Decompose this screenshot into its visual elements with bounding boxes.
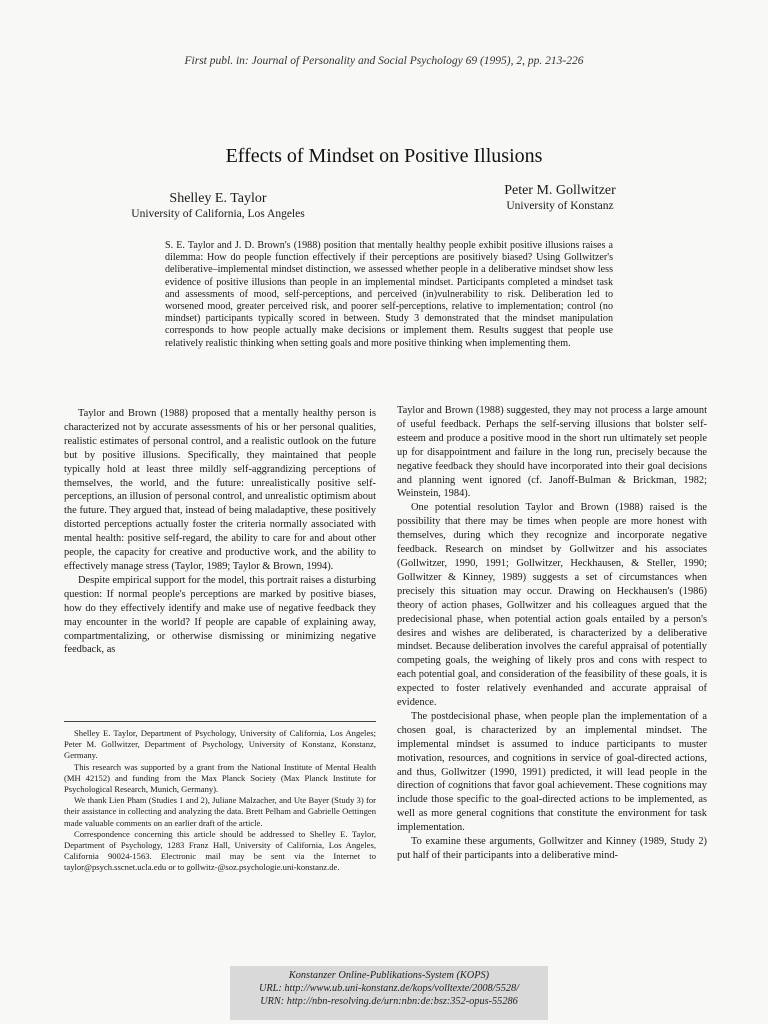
footnote: This research was supported by a grant from the National Institute of Mental Health (MH 42152) and funding from the Max Planck Society (Max Planck Institute for Psychological Research, Munich, Germany). [64, 761, 376, 795]
footnote-divider [64, 721, 376, 722]
body-column-right [397, 404, 707, 863]
body-paragraph: Taylor and Brown (1988) proposed that a mentally healthy person is characterized not by accurate assessments of his or her personal qualities, realistic estimates of personal control, and a realistic outlook on the future but by positive illusions. Specifically, they maintained that people typically hold at least three mildly self-aggrandizing perceptions of themselves, the world, and the future: unrealistically positive self-perceptions, an illusion of personal control, and unrealistic optimism about the future. They argued that, instead of being maladaptive, these positively distorted perceptions actually foster the criteria normally associated with mental health: positive self-regard, the ability to care for and about other people, the capacity for creative and productive work, and the ability to effectively manage stress (Taylor, 1989; Taylor & Brown, 1994). [64, 408, 376, 572]
abstract: S. E. Taylor and J. D. Brown's (1988) position that mentally healthy people exhibit positive illusions raises a dilemma: How do people function effectively if their perceptions are positively biased? Using Gollwitzer's deliberative–implemental mindset distinction, we assessed whether people in a deliberative mindset show less evidence of positive illusions than people in an implemental mindset. Participants completed a mindset task and assessments of mood, self-perceptions, and perceived (in)vulnerability to risk. Deliberation led to worsened mood, greater perceived risk, and poorer self-perceptions, relative to implementation; control (no mindset) participants typically scored in between. Study 3 demonstrated that the mindset manipulation corresponds to how people actually make decisions or implement them. Results suggest that people use relatively realistic thinking when setting goals and more positive thinking when implementing them. [165, 240, 613, 349]
footnote: Correspondence concerning this article should be addressed to Shelley E. Taylor, Department of Psychology, 1283 Franz Hall, University of California, Los Angeles, California 90024-1563. Electronic mail may be sent via the Internet to taylor@psych.sscnet.ucla.edu or to gollwitz-@soz.psychologie.uni-konstanz.de. [64, 828, 376, 873]
author-block-1 [118, 191, 318, 221]
publication-note: First publ. in: Journal of Personality and Social Psychology 69 (1995), 2, pp. 213-226 [184, 55, 584, 67]
author-name: Peter M. Gollwitzer [504, 183, 616, 198]
repository-name: Konstanzer Online-Publikations-System (KOPS) [288, 970, 490, 981]
repository-info-box [230, 966, 548, 1020]
article-title: Effects of Mindset on Positive Illusions [225, 145, 543, 167]
body-paragraph: One potential resolution Taylor and Brown (1988) raised is the possibility that there may be times when people are more honest with themselves, during which they recognize and incorporate negative feedback. Research on mindset by Gollwitzer and his associates (Gollwitzer, 1990, 1991; Gollwitzer, Heckhausen, & Steller, 1990; Gollwitzer & Kinney, 1989) suggests a set of circumstances when precisely this situation may occur. Drawing on Heckhausen's (1986) theory of action phases, Gollwitzer and his colleagues argued that the predecisional phase, when potential action goals entailed by a person's desires and wishes are deliberated, is characterized by a deliberative mindset. Because deliberation involves the careful appraisal of potentially competing goals, the weighing of likely pros and cons with respect to each potential goal, and consideration of the feasibility of these goals, it is expected to foster relatively evenhanded and accurate appraisal of evidence. [397, 502, 707, 709]
footnote: Shelley E. Taylor, Department of Psychology, University of California, Los Angeles; Peter M. Gollwitzer, Department of Psychology, University of Konstanz, Konstanz, Germany. [64, 728, 376, 761]
author-name: Shelley E. Taylor [169, 191, 267, 206]
footnote: We thank Lien Pham (Studies 1 and 2), Juliane Malzacher, and Ute Bayer (Study 3) for their assistance in collecting and analyzing the data. Brett Pelham and Gabrielle Oettingen made valuable comments on an earlier draft of the article. [64, 795, 376, 828]
body-paragraph: Despite empirical support for the model, this portrait raises a disturbing question: If normal people's perceptions are marked by positive biases, how do they effectively identify and make use of negative feedback they may encounter in the world? If people are capable of explaining away, compartmentalizing, or otherwise dismissing or minimizing negative feedback, as [64, 574, 376, 656]
body-paragraph: Taylor and Brown (1988) suggested, they may not process a large amount of useful feedback. Perhaps the self-serving illusions that bolster self-esteem and produce a positive mood in the short run ultimately set people up for disappointment and failure in the long run, precisely because the negative feedback they should have incorporated into their goal decisions and planning went ignored (cf. Janoff-Bulman & Brickman, 1982; Weinstein, 1984). [397, 405, 707, 500]
repository-urn[interactable]: URN: http://nbn-resolving.de/urn:nbn:de:bsz:352-opus-55286 [260, 996, 518, 1007]
body-paragraph: To examine these arguments, Gollwitzer and Kinney (1989, Study 2) put half of their participants into a deliberative mind- [397, 836, 707, 861]
repository-url[interactable]: URL: http://www.ub.uni-konstanz.de/kops/volltexte/2008/5528/ [258, 983, 520, 994]
author-block-2 [470, 183, 650, 213]
body-paragraph: The postdecisional phase, when people plan the implementation of a chosen goal, is characterized by an implemental mindset. The implemental mindset is assumed to induce participants to muster motivation, resources, and cognitions in service of goal-directed actions, and thus, Gollwitzer (1990, 1991) predicted, it will lead people in the direction of cognitions that favor goal achievement. These cognitions may include those specific to the goal-directed actions to be implemented, as well as more general cognitions that constitute the environment for task implementation. [397, 710, 707, 834]
author-affiliation: University of Konstanz [506, 200, 614, 212]
footnotes [64, 728, 376, 874]
body-column-left [64, 407, 376, 657]
author-affiliation: University of California, Los Angeles [131, 208, 305, 220]
